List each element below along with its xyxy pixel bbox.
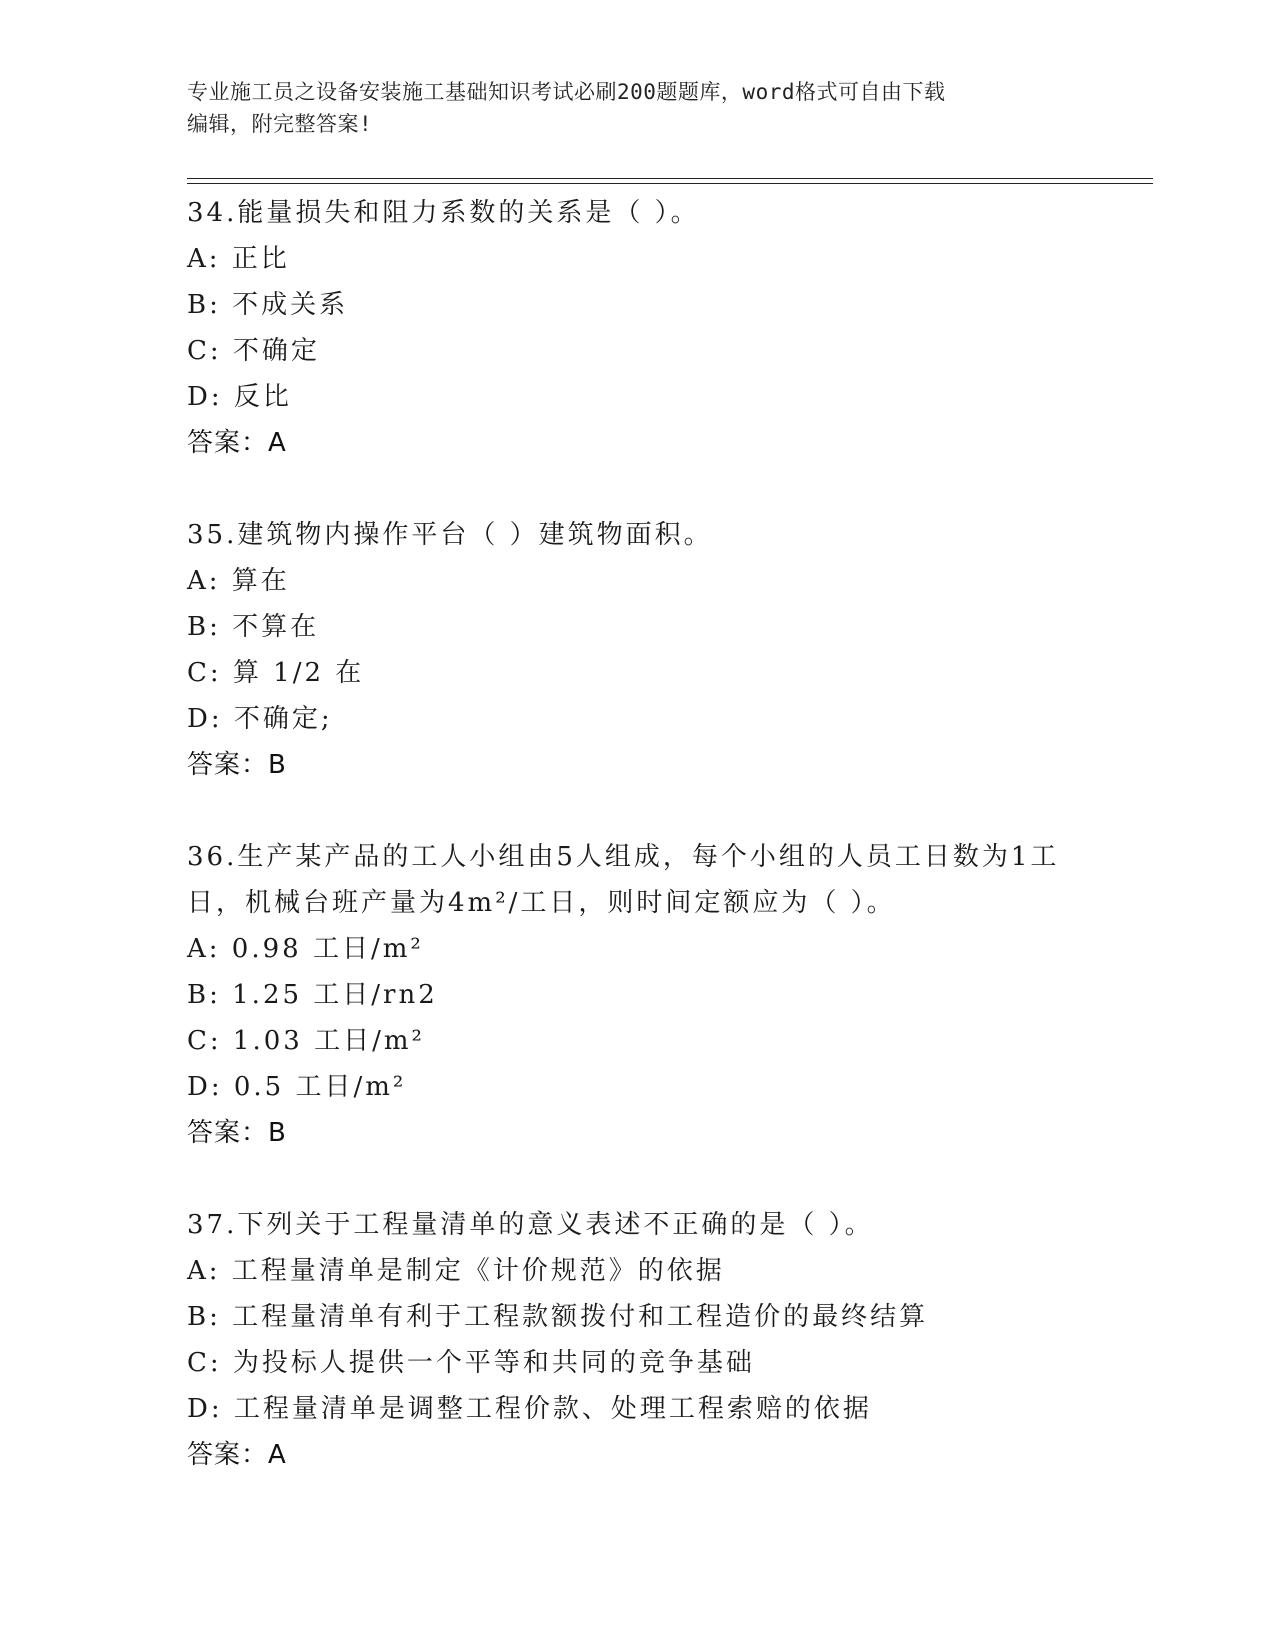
- header-rule-top: [187, 178, 1153, 179]
- answer-label: 答案：A: [187, 428, 287, 458]
- document-header: [187, 76, 1087, 140]
- option-b: B: 不成关系: [187, 290, 349, 320]
- option-a: A: 算在: [187, 566, 290, 596]
- question-35: [187, 512, 1127, 788]
- option-a: A: 工程量清单是制定《计价规范》的依据: [187, 1256, 725, 1286]
- header-title-line1: 专业施工员之设备安装施工基础知识考试必刷200题题库，word格式可自由下载: [187, 80, 946, 104]
- question-37: [187, 1202, 1127, 1478]
- option-d: D: 0.5 工日/m²: [187, 1072, 407, 1102]
- option-d: D: 不确定;: [187, 704, 333, 734]
- option-c: C: 算 1/2 在: [187, 658, 365, 688]
- option-c: C: 为投标人提供一个平等和共同的竞争基础: [187, 1348, 755, 1378]
- question-stem: 35.建筑物内操作平台（ ）建筑物面积。: [187, 520, 713, 550]
- answer-label: 答案：A: [187, 1440, 287, 1470]
- question-stem: 36.生产某产品的工人小组由5人组成，每个小组的人员工日数为1工日，机械台班产量为4m²/工日，则时间定额应为（ ）。: [187, 842, 1060, 918]
- option-c: C: 不确定: [187, 336, 320, 366]
- option-b: B: 1.25 工日/rn2: [187, 980, 438, 1010]
- option-a: A: 正比: [187, 244, 290, 274]
- option-b: B: 不算在: [187, 612, 320, 642]
- question-36: [187, 834, 1127, 1156]
- option-a: A: 0.98 工日/m²: [187, 934, 424, 964]
- answer-label: 答案：B: [187, 1118, 287, 1148]
- answer-label: 答案：B: [187, 750, 287, 780]
- question-34: [187, 190, 1127, 466]
- question-stem: 34.能量损失和阻力系数的关系是（ ）。: [187, 198, 700, 228]
- header-title-line2: 编辑，附完整答案!: [187, 112, 373, 136]
- question-stem: 37.下列关于工程量清单的意义表述不正确的是（ ）。: [187, 1210, 874, 1240]
- option-d: D: 工程量清单是调整工程价款、处理工程索赔的依据: [187, 1394, 872, 1424]
- option-c: C: 1.03 工日/m²: [187, 1026, 425, 1056]
- header-rule-bottom: [187, 183, 1153, 184]
- option-b: B: 工程量清单有利于工程款额拨付和工程造价的最终结算: [187, 1302, 929, 1332]
- option-d: D: 反比: [187, 382, 292, 412]
- question-list: [187, 190, 1127, 1524]
